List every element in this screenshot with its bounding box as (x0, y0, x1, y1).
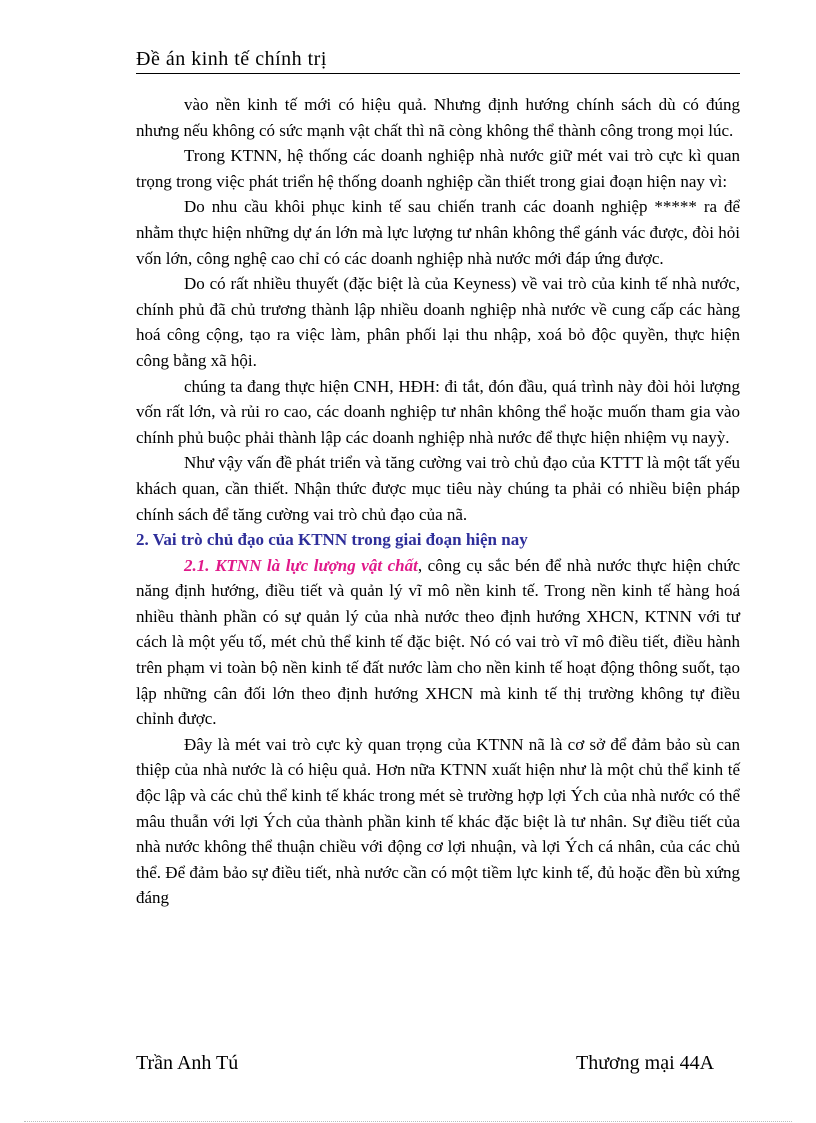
paragraph: chúng ta đang thực hiện CNH, HĐH: đi tắt, đón đầu, quá trình này đòi hỏi lượng vốn rất lớn, và rủi ro cao, các doanh nghiệp tư nhân không thể hoặc muốn tham gia vào chính phủ buộc phải thành lập các doanh nghiệp nhà nước để thực hiện nhiệm vụ nayỳ. (136, 376, 740, 447)
footer-class: Thương mại 44A (576, 1052, 715, 1074)
subsection-text: , công cụ sắc bén để nhà nước thực hiện chức năng định hướng, điều tiết và quản lý vĩ mô nền kinh tế. Trong nền kinh tế hàng hoá nhiều thành phần có sự quản lý của nhà nước theo định hướng XHCN, KTNN với tư cách là một yếu tố, mét chủ thể kinh tế đặc biệt. Nó có vai trò vĩ mô điều tiết, điều hành trên phạm vi toàn bộ nền kinh tế đất nước làm cho nền kinh tế hoạt động thông suốt, tạo lập những cân đối lớn theo định hướng XHCN mà kinh tế thị trường không tự điều chỉnh được. (136, 555, 740, 729)
paragraph: Đây là mét vai trò cực kỳ quan trọng của KTNN nã là cơ sở để đảm bảo sù can thiệp của nhà nước là có hiệu quả. Hơn nữa KTNN xuất hiện như là một chủ thể kinh tế độc lập và các chủ thể kinh tế khác trong mét sè trường hợp lợi Ých của nhà nước có thể mâu thuẫn với lợi Ých của thành phần kinh tế khác đặc biệt là tư nhân. Sự điều tiết của nhà nước không thể thuận chiều với động cơ lợi nhuận, và lợi Ých cá nhân, của các chủ thể. Để đảm bảo sự điều tiết, nhà nước cần có một tiềm lực kinh tế, đủ hoặc đền bù xứng đáng (136, 734, 740, 908)
subsection-paragraph (136, 553, 740, 732)
paragraph: Do có rất nhiều thuyết (đặc biệt là của Keyness) về vai trò của kinh tế nhà nước, chính phủ đã chủ trương thành lập nhiều doanh nghiệp nhà nước về cung cấp các hàng hoá công cộng, tạo ra việc làm, phân phối lại thu nhập, xoá bỏ độc quyền, thực hiện công bằng xã hội. (136, 274, 740, 370)
paragraph: Do nhu cầu khôi phục kinh tế sau chiến tranh các doanh nghiệp ***** ra để nhằm thực hiện những dự án lớn mà lực lượng tư nhân không thể gánh vác được, đòi hỏi vốn lớn, công nghệ cao chỉ có các doanh nghiệp nhà nước mới đáp ứng được. (136, 197, 740, 268)
paragraph: Như vậy vấn đề phát triển và tăng cường vai trò chủ đạo của KTTT là một tất yếu khách quan, cần thiết. Nhận thức được mục tiêu này chúng ta phải có nhiều biện pháp chính sách để tăng cường vai trò chủ đạo của nã. (136, 453, 740, 524)
subsection-title: 2.1. KTNN là lực lượng vật chất (184, 555, 418, 575)
footer-author: Trần Anh Tú (136, 1052, 239, 1074)
paragraph: Trong KTNN, hệ thống các doanh nghiệp nhà nước giữ mét vai trò cực kì quan trọng trong việc phát triển hệ thống doanh nghiệp cần thiết trong giai đoạn hiện nay vì: (136, 146, 740, 191)
section-heading: 2. Vai trò chủ đạo của KTNN trong giai đoạn hiện nay (136, 530, 528, 550)
document-body (136, 92, 740, 911)
page-bottom-border (24, 1121, 792, 1122)
header-divider (136, 73, 740, 74)
page-header-title: Đề án kinh tế chính trị (136, 48, 327, 70)
paragraph: vào nền kinh tế mới có hiệu quả. Nhưng định hướng chính sách dù có đúng nhưng nếu không có sức mạnh vật chất thì nã còng không thể thành công trong mọi lúc. (136, 95, 740, 140)
